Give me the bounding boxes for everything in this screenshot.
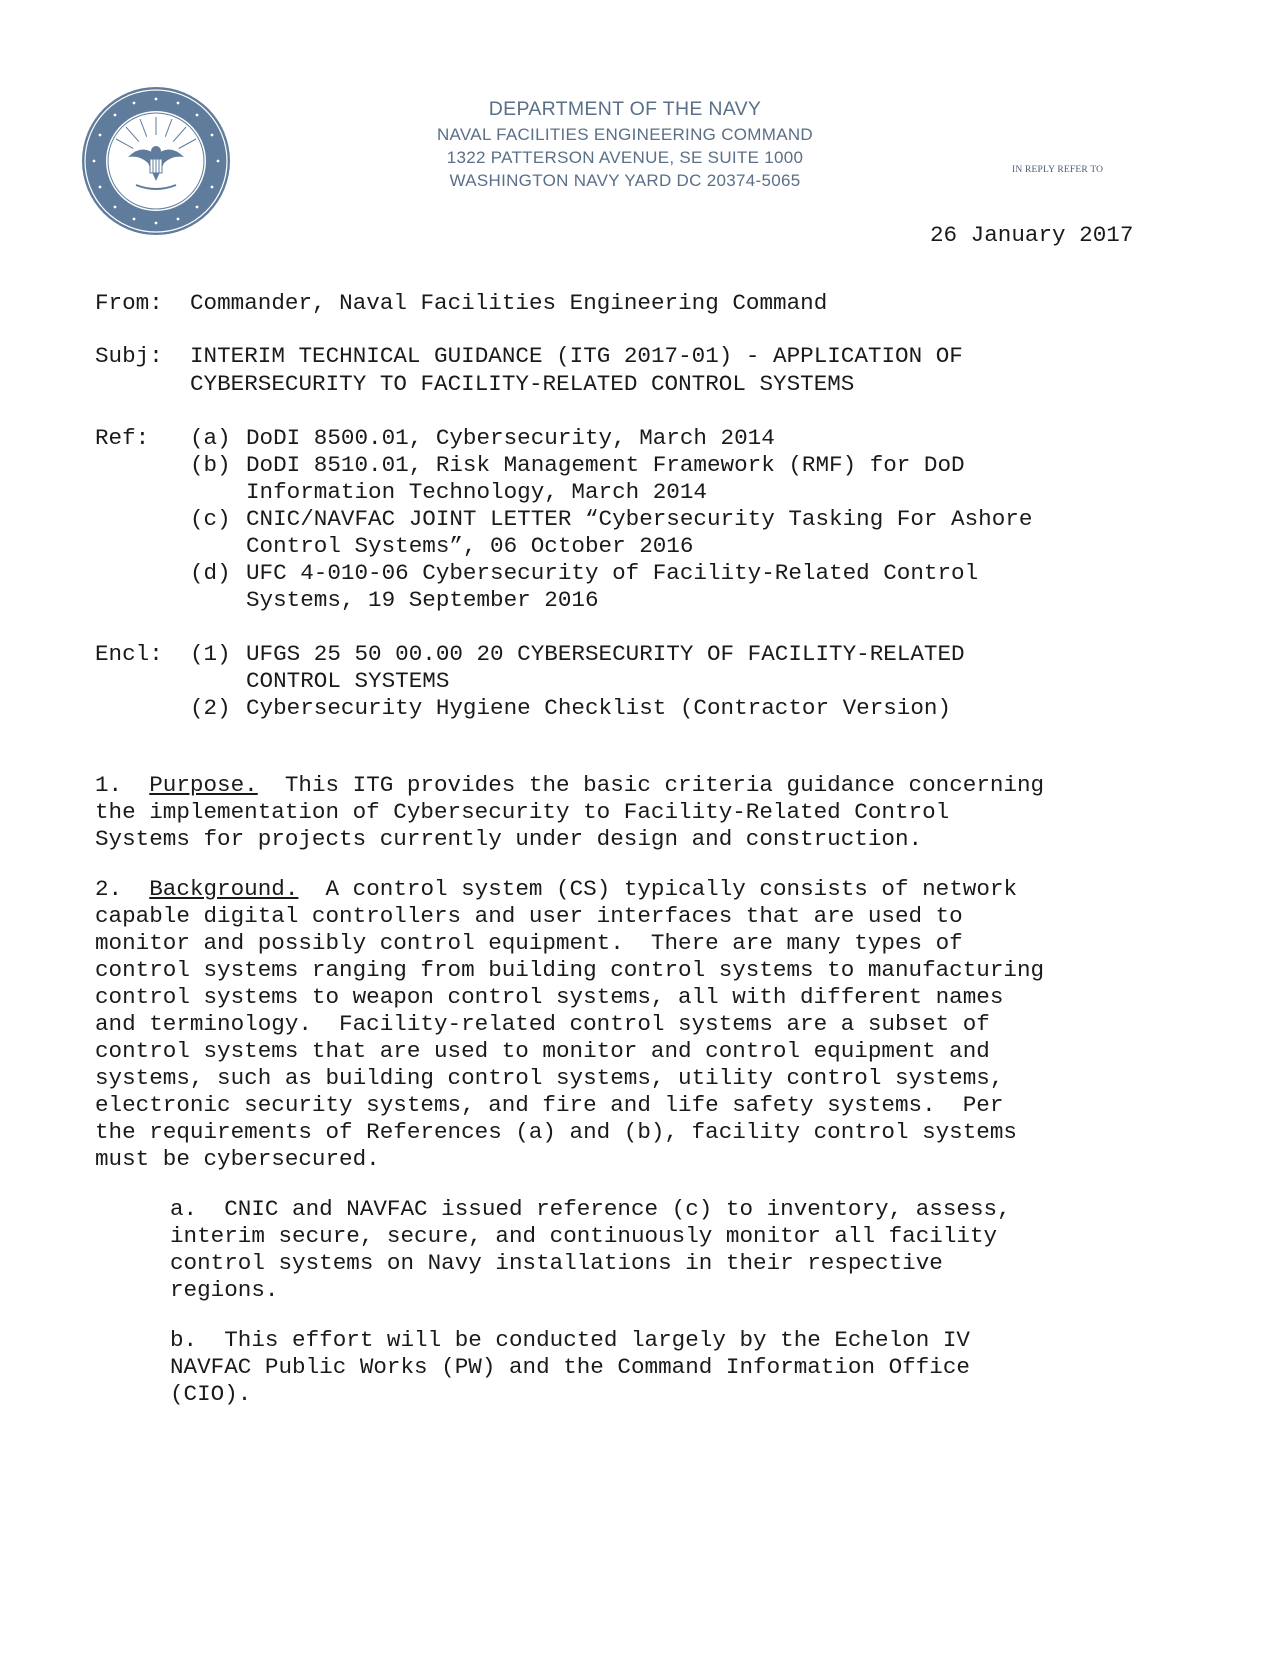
subpara-a-line-1: a. CNIC and NAVFAC issued reference (c) to inventory, assess, xyxy=(170,1196,1011,1222)
subpara-a-line-2: interim secure, secure, and continuously monitor all facility xyxy=(170,1223,998,1249)
background-line-3: monitor and possibly control equipment. There are many types of xyxy=(95,930,963,956)
subpara-b-line-1: b. This effort will be conducted largely by the Echelon IV xyxy=(170,1327,970,1353)
ref-c-line-1: CNIC/NAVFAC JOINT LETTER “Cybersecurity Tasking For Ashore xyxy=(246,506,1033,532)
ref-a-text: DoDI 8500.01, Cybersecurity, March 2014 xyxy=(246,425,775,451)
subj-line-1: INTERIM TECHNICAL GUIDANCE (ITG 2017-01) - APPLICATION OF xyxy=(190,343,963,369)
background-line-8: systems, such as building control systems, utility control systems, xyxy=(95,1065,1004,1091)
ref-label: Ref: xyxy=(95,425,150,451)
encl-2-number: (2) xyxy=(190,695,231,721)
address-line-2: WASHINGTON NAVY YARD DC 20374-5065 xyxy=(449,171,801,190)
ref-d-line-1: UFC 4-010-06 Cybersecurity of Facility-Related Control xyxy=(246,560,979,586)
encl-2-text: Cybersecurity Hygiene Checklist (Contractor Version) xyxy=(246,695,952,721)
reply-refer-label: IN REPLY REFER TO xyxy=(1012,165,1104,175)
background-line-1-text: A control system (CS) typically consists of network xyxy=(325,876,1018,902)
background-line-5: control systems to weapon control systems, all with different names xyxy=(95,984,1004,1010)
encl-1-line-2: CONTROL SYSTEMS xyxy=(246,668,450,694)
subj-label: Subj: xyxy=(95,343,163,369)
encl-1-number: (1) xyxy=(190,641,231,667)
department-name: DEPARTMENT OF THE NAVY xyxy=(488,98,762,120)
ref-c-line-2: Control Systems”, 06 October 2016 xyxy=(246,533,694,559)
ref-d-line-2: Systems, 19 September 2016 xyxy=(246,587,599,613)
background-number: 2. xyxy=(95,876,123,902)
command-name: NAVAL FACILITIES ENGINEERING COMMAND xyxy=(436,125,814,144)
from-label: From: xyxy=(95,290,163,316)
purpose-line-1-text: This ITG provides the basic criteria guidance concerning xyxy=(284,772,1045,798)
subpara-a-line-4: regions. xyxy=(170,1277,279,1303)
dod-seal xyxy=(80,85,232,237)
from-text: Commander, Naval Facilities Engineering Command xyxy=(190,290,828,316)
background-line-10: the requirements of References (a) and (b), facility control systems xyxy=(95,1119,1017,1145)
background-paragraph-line-1 xyxy=(95,875,1017,903)
ref-b-line-2: Information Technology, March 2014 xyxy=(246,479,707,505)
background-line-4: control systems ranging from building control systems to manufacturing xyxy=(95,957,1045,983)
background-line-6: and terminology. Facility-related control systems are a subset of xyxy=(95,1011,990,1037)
background-line-11: must be cybersecured. xyxy=(95,1146,380,1172)
encl-1-line-1: UFGS 25 50 00.00 20 CYBERSECURITY OF FACILITY-RELATED xyxy=(246,641,965,667)
address-line-1: 1322 PATTERSON AVENUE, SE SUITE 1000 xyxy=(446,148,804,167)
purpose-heading: Purpose. xyxy=(149,772,258,798)
ref-b-letter: (b) xyxy=(190,452,231,478)
purpose-number: 1. xyxy=(95,772,123,798)
background-line-2: capable digital controllers and user interfaces that are used to xyxy=(95,903,963,929)
letterhead xyxy=(380,96,870,192)
background-line-7: control systems that are used to monitor and control equipment and xyxy=(95,1038,990,1064)
subpara-b-line-3: (CIO). xyxy=(170,1381,252,1407)
encl-label: Encl: xyxy=(95,641,163,667)
subpara-a-line-3: control systems on Navy installations in their respective xyxy=(170,1250,943,1276)
background-heading: Background. xyxy=(149,876,299,902)
ref-d-letter: (d) xyxy=(190,560,231,586)
subpara-b-line-2: NAVFAC Public Works (PW) and the Command Information Office xyxy=(170,1354,970,1380)
ref-a-letter: (a) xyxy=(190,425,231,451)
purpose-line-3: Systems for projects currently under design and construction. xyxy=(95,826,923,852)
ref-c-letter: (c) xyxy=(190,506,231,532)
purpose-paragraph-line-1 xyxy=(95,771,1044,799)
ref-b-line-1: DoDI 8510.01, Risk Management Framework (RMF) for DoD xyxy=(246,452,965,478)
background-line-9: electronic security systems, and fire and life safety systems. Per xyxy=(95,1092,1004,1118)
purpose-line-2: the implementation of Cybersecurity to Facility-Related Control xyxy=(95,799,950,825)
subj-line-2: CYBERSECURITY TO FACILITY-RELATED CONTROL SYSTEMS xyxy=(190,371,855,397)
letter-date: 26 January 2017 xyxy=(930,222,1134,248)
